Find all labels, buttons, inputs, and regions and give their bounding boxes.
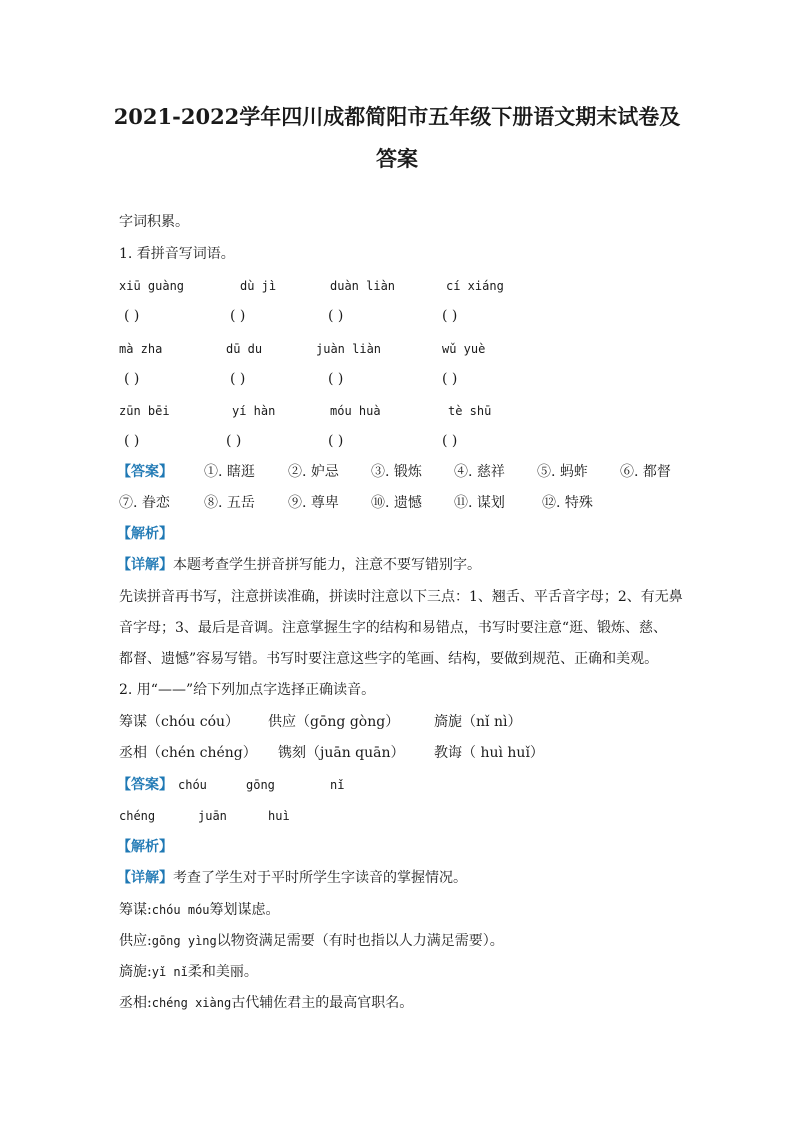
word-explanation (119, 931, 504, 951)
answer-item: ⑧. 五岳 (204, 495, 255, 511)
detail-line (117, 868, 467, 888)
explanation-pinyin: yǐ nǐ (151, 965, 188, 979)
pinyin-item: xiū guàng (119, 279, 185, 293)
pinyin-item: cí xiáng (446, 279, 504, 293)
analysis-tag: 【解析】 (117, 526, 173, 542)
answer-bracket: ( ) (328, 308, 344, 324)
analysis-tag: 【解析】 (117, 839, 173, 855)
answer-item: ⑦. 眷恋 (119, 495, 170, 511)
explanation-paragraph-line: 都督、遗憾”容易写错。书写时要注意这些字的笔画、结构，要做到规范、正确和美观。 (119, 651, 659, 667)
answer-bracket: ( ) (328, 433, 344, 449)
answer-item: ⑤. 蚂蚱 (537, 464, 588, 480)
answer-bracket: ( ) (442, 371, 458, 387)
pinyin-item: dū du (226, 342, 263, 356)
answer-item: ⑨. 尊卑 (288, 495, 339, 511)
document-title-line-1: 2021-2022学年四川成都简阳市五年级下册语文期末试卷及 (113, 104, 681, 129)
pinyin-item: duàn liàn (330, 279, 396, 293)
explanation-text: 以物资满足需要（有时也指以人力满足需要）。 (216, 933, 504, 949)
answer-bracket: ( ) (230, 371, 246, 387)
explanation-word: 供应: (119, 933, 152, 949)
answer-item: gōng (246, 778, 275, 792)
answer-item: ⑥. 都督 (620, 464, 671, 480)
explanation-pinyin: chóu móu (151, 903, 210, 917)
pinyin-item: juàn liàn (316, 342, 382, 356)
pinyin-item: dù jì (240, 279, 277, 293)
answer-bracket: ( ) (124, 433, 140, 449)
explanation-text: 筹划谋虑。 (209, 902, 280, 918)
answer-bracket: ( ) (124, 308, 140, 324)
document-title-line-2: 答案 (376, 146, 418, 171)
answer-tag: 【答案】 (117, 464, 173, 480)
answer-tag: 【答案】 (117, 777, 173, 793)
answer-item: ③. 锻炼 (371, 464, 422, 480)
answer-item: ⑪. 谋划 (454, 495, 505, 511)
explanation-text: 柔和美丽。 (187, 964, 258, 980)
detail-tag: 【详解】 (117, 870, 173, 886)
pinyin-item: tè shū (448, 404, 492, 418)
answer-item: ②. 妒忌 (288, 464, 339, 480)
section-heading: 字词积累。 (119, 214, 189, 230)
explanation-word: 筹谋: (119, 902, 152, 918)
reading-choice-item: 镌刻（juān quān） (278, 745, 405, 761)
pinyin-item: wǔ yuè (442, 342, 486, 356)
answer-bracket: ( ) (442, 308, 458, 324)
explanation-paragraph-line: 音字母；3、最后是音调。注意掌握生字的结构和易错点，书写时要注意“逛、锻炼、慈、 (119, 620, 668, 636)
answer-item: ⑩. 遗憾 (371, 495, 422, 511)
answer-bracket: ( ) (226, 433, 242, 449)
explanation-pinyin: gōng yìng (151, 934, 217, 948)
explanation-paragraph-line: 先读拼音再书写，注意拼读准确，拼读时注意以下三点：1、翘舌、平舌音字母；2、有无鼻 (119, 589, 683, 605)
word-explanation (119, 993, 413, 1013)
explanation-word: 丞相: (119, 995, 152, 1011)
pinyin-item: mà zha (119, 342, 163, 356)
detail-text: 考查了学生对于平时所学生字读音的掌握情况。 (173, 870, 467, 886)
pinyin-item: móu huà (330, 404, 381, 418)
answer-item: huì (268, 809, 290, 823)
answer-item: nǐ (330, 778, 345, 792)
detail-line (117, 555, 481, 575)
explanation-pinyin: chéng xiàng (151, 996, 232, 1010)
answer-bracket: ( ) (230, 308, 246, 324)
question-1-label: 1. 看拼音写词语。 (119, 246, 235, 262)
detail-text: 本题考查学生拼音拼写能力，注意不要写错别字。 (173, 557, 481, 573)
answer-item: ①. 瞎逛 (204, 464, 255, 480)
answer-item: ④. 慈祥 (454, 464, 505, 480)
reading-choice-item: 教诲（ huì huǐ） (434, 745, 544, 761)
reading-choice-item: 供应（gōng gòng） (268, 714, 400, 730)
answer-bracket: ( ) (124, 371, 140, 387)
answer-item: juān (198, 809, 227, 823)
answer-bracket: ( ) (328, 371, 344, 387)
explanation-word: 旖旎: (119, 964, 152, 980)
answer-item: chóu (178, 778, 207, 792)
reading-choice-item: 筹谋（chóu cóu） (119, 714, 240, 730)
pinyin-item: yí hàn (232, 404, 276, 418)
pinyin-item: zūn bēi (119, 404, 170, 418)
reading-choice-item: 旖旎（nǐ nì） (434, 714, 522, 730)
word-explanation (119, 962, 258, 982)
explanation-text: 古代辅佐君主的最高官职名。 (231, 995, 414, 1011)
answer-item: chéng (119, 809, 156, 823)
answer-item: ⑫. 特殊 (542, 495, 593, 511)
detail-tag: 【详解】 (117, 557, 173, 573)
answer-bracket: ( ) (442, 433, 458, 449)
word-explanation (119, 900, 280, 920)
reading-choice-item: 丞相（chén chéng） (119, 745, 257, 761)
question-2-label: 2. 用“——”给下列加点字选择正确读音。 (119, 682, 376, 698)
